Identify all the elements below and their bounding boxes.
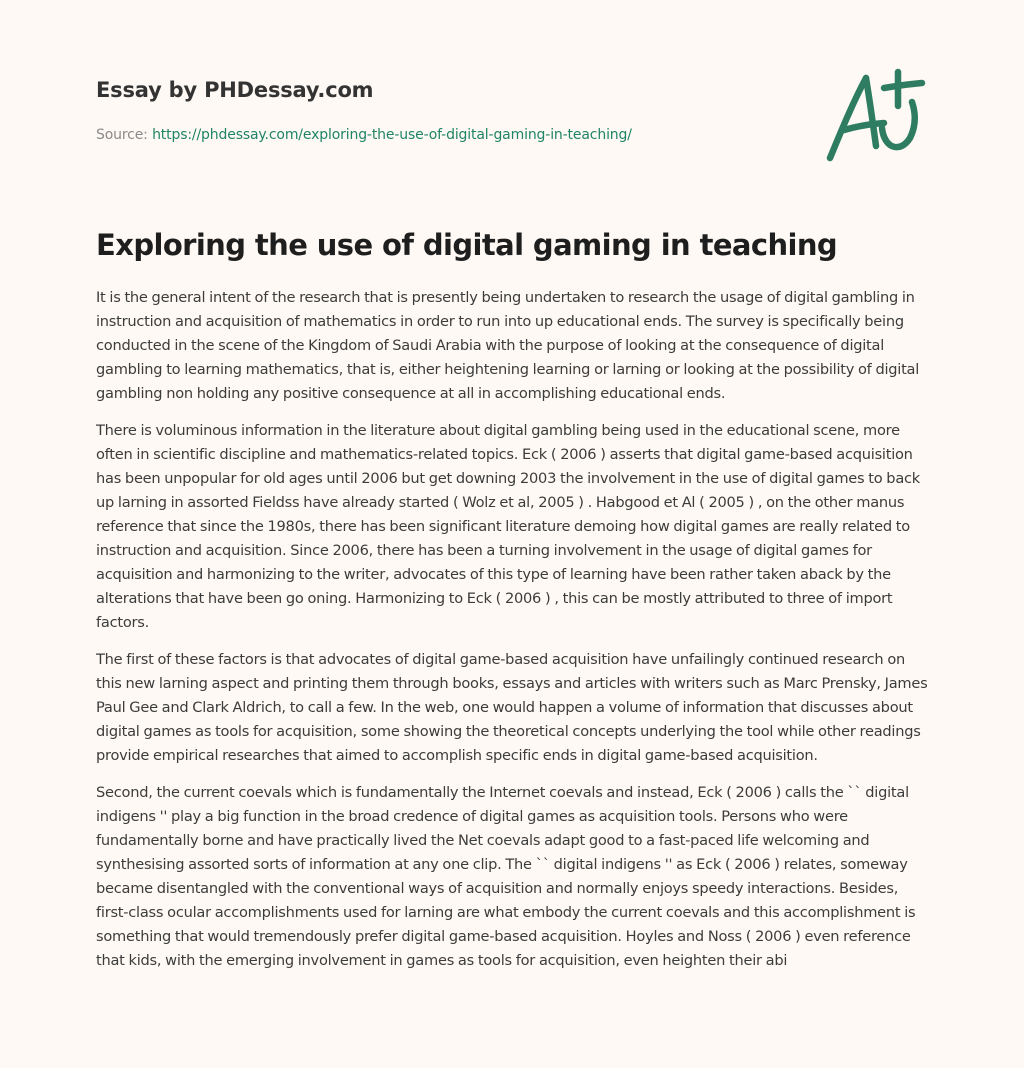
essay-header (96, 74, 632, 145)
a-plus-grade-icon (820, 66, 932, 166)
essay-paragraph: There is voluminous information in the literature about digital gambling being used in the educational scene, more often in scientific discipline and mathematics-related topics. Eck ( 2006 ) asserts that digital game-based acquisition has been unpopular for old ages until 2006 but get downing 2003 the involvement in the use of digital games to back up larning in assorted Fieldss have already started ( Wolz et al, 2005 ) . Habgood et Al ( 2005 ) , on the other manus reference that since the 1980s, there has been significant literature demoing how digital games are really related to instruction and acquisition. Since 2006, there has been a turning involvement in the usage of digital games for acquisition and harmonizing to the writer, advocates of this type of learning have been rather taken aback by the alterations that have been go oning. Harmonizing to Eck ( 2006 ) , this can be mostly attributed to three of import factors. (96, 422, 920, 631)
source-line (96, 125, 632, 145)
essay-paragraph: The first of these factors is that advocates of digital game-based acquisition have unfailingly continued research on this new larning aspect and printing them through books, essays and articles with writers such as Marc Prensky, James Paul Gee and Clark Aldrich, to call a few. In the web, one would happen a volume of information that discusses about digital games as tools for acquisition, some showing the theoretical concepts underlying the tool while other readings provide empirical researches that aimed to accomplish specific ends in digital game-based acquisition. (96, 651, 928, 764)
essay-title: Exploring the use of digital gaming in teaching (96, 228, 838, 262)
brand-title: Essay by PHDessay.com (96, 78, 374, 102)
source-label: Source: (96, 127, 153, 143)
essay-body (96, 286, 932, 986)
essay-paragraph: Second, the current coevals which is fundamentally the Internet coevals and instead, Eck ( 2006 ) calls the `` digital indigens '' play a big function in the broad credence of digital games as acquisition tools. Persons who were fundamentally borne and have practically lived the Net coevals adapt good to a fast-paced life welcoming and synthesising assorted sorts of information at any one clip. The `` digital indigens '' as Eck ( 2006 ) relates, someway became disentangled with the conventional ways of acquisition and normally enjoys speedy interactions. Besides, first-class ocular accomplishments used for larning are what embody the current coevals and this accomplishment is something that would tremendously prefer digital game-based acquisition. Hoyles and Noss ( 2006 ) even reference that kids, with the emerging involvement in games as tools for acquisition, even heighten their abi (96, 784, 916, 969)
essay-paragraph: It is the general intent of the research that is presently being undertaken to research the usage of digital gambling in instruction and acquisition of mathematics in order to run into up educational ends. The survey is specifically being conducted in the scene of the Kingdom of Saudi Arabia with the purpose of looking at the consequence of digital gambling to learning mathematics, that is, either heightening learning or larning or looking at the possibility of digital gambling non holding any positive consequence at all in accomplishing educational ends. (96, 289, 920, 402)
source-link[interactable]: https://phdessay.com/exploring-the-use-of-digital-gaming-in-teaching/ (152, 127, 632, 143)
